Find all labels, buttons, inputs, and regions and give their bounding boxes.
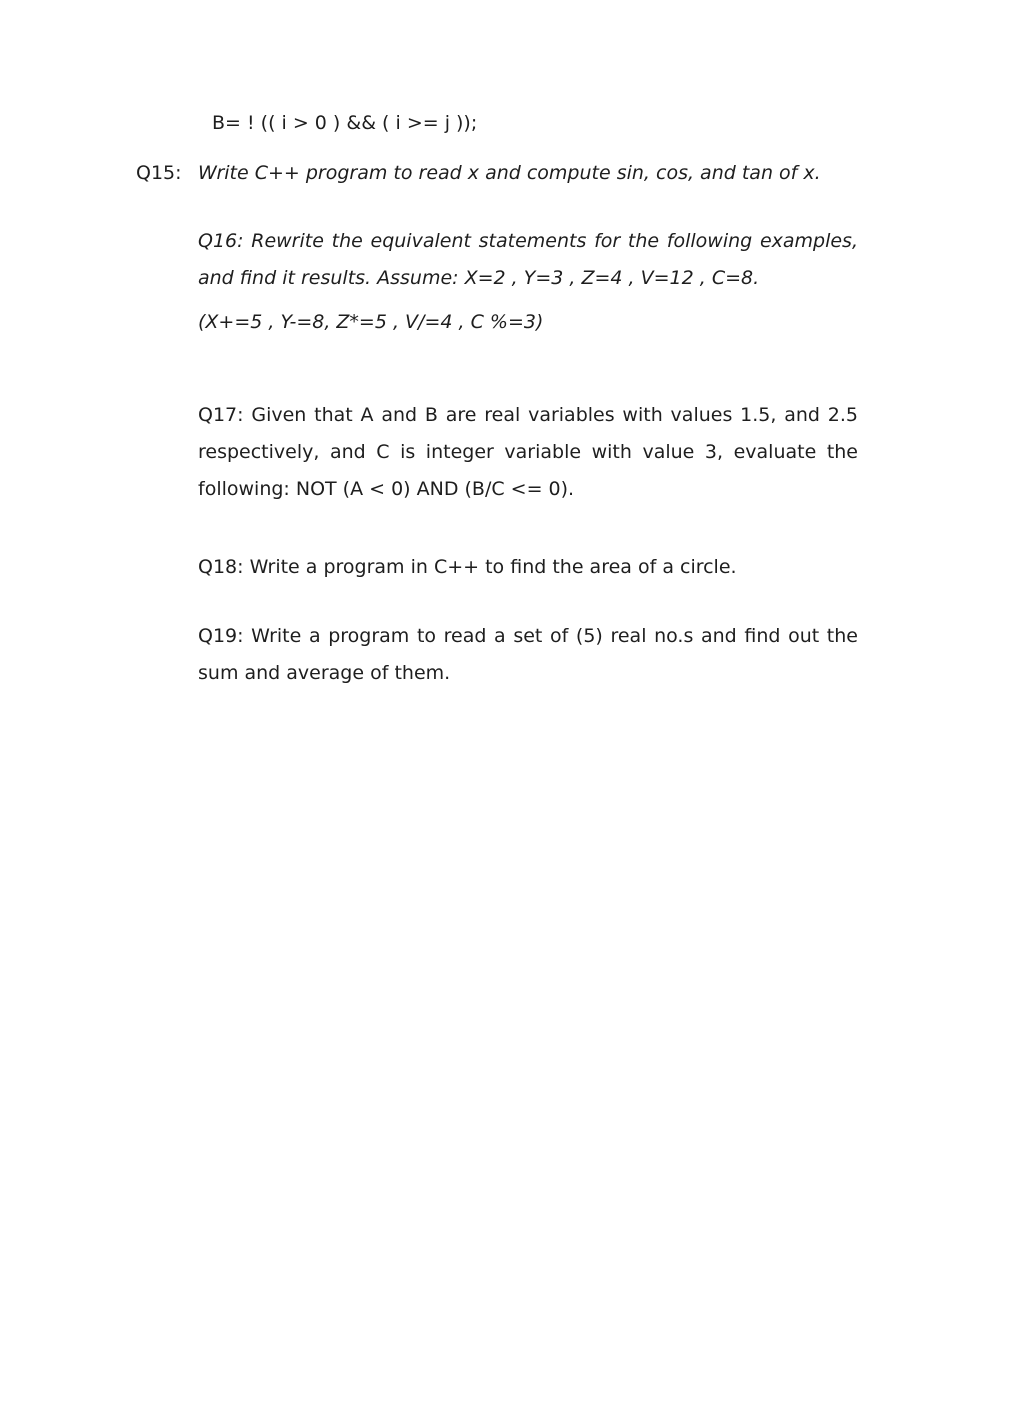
q16-line-3: (X+=5 , Y-=8, Z*=5 , V/=4 , C %=3) xyxy=(198,311,544,333)
q16-block xyxy=(198,223,858,297)
q17-line-2: respectively, and C is integer variable with value 3, evaluate the xyxy=(198,441,858,463)
q18-text: Q18: Write a program in C++ to find the area of a circle. xyxy=(198,556,737,578)
q16-line-2: and find it results. Assume: X=2 , Y=3 , Z=4 , V=12 , C=8. xyxy=(198,267,760,289)
q17-line-1: Q17: Given that A and B are real variables with values 1.5, and 2.5 xyxy=(198,404,858,426)
q15-label: Q15: xyxy=(136,162,182,184)
q16-line-1: Q16: Rewrite the equivalent statements for the following examples, xyxy=(198,230,858,252)
q17-block xyxy=(198,397,858,508)
q19-line-1: Q19: Write a program to read a set of (5) real no.s and find out the xyxy=(198,625,858,647)
q15-text: Write C++ program to read x and compute sin, cos, and tan of x. xyxy=(198,162,821,184)
q17-line-3: following: NOT (A < 0) AND (B/C <= 0). xyxy=(198,478,575,500)
q19-line-2: sum and average of them. xyxy=(198,662,451,684)
expression-line: B= ! (( i > 0 ) && ( i >= j )); xyxy=(212,112,478,134)
q19-block xyxy=(198,618,858,692)
